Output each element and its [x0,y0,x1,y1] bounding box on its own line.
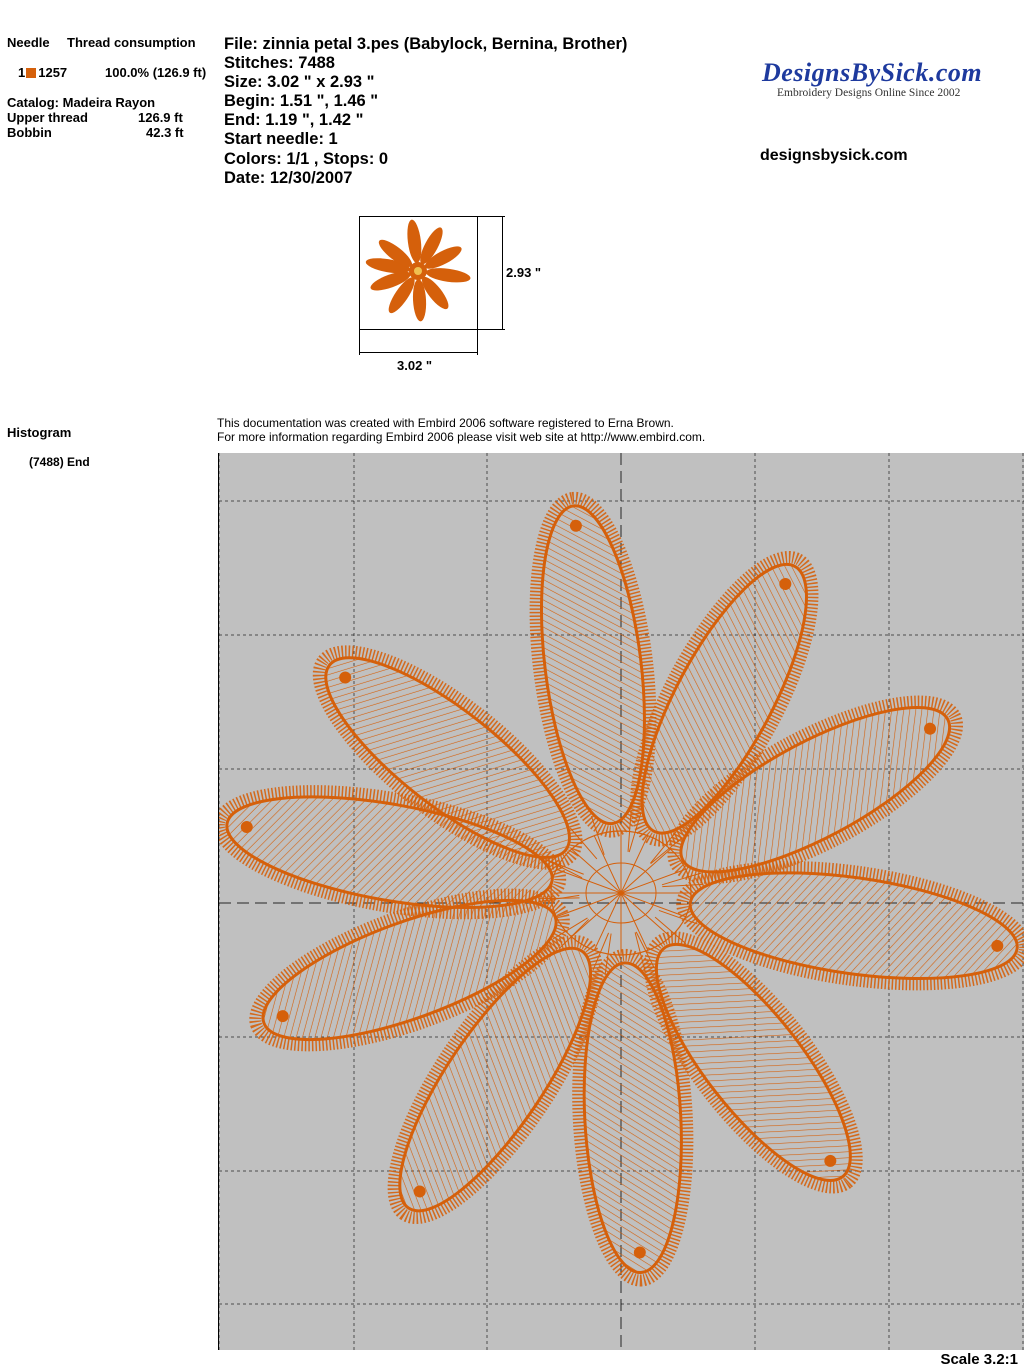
bobbin-value: 42.3 ft [146,125,184,140]
flower-center [551,831,691,955]
file-name: File: zinnia petal 3.pes (Babylock, Bernina, Brother) [224,35,628,53]
begin-point: Begin: 1.51 ", 1.46 " [224,92,379,111]
needle-header: Needle [7,35,50,50]
design-preview [219,453,1024,1350]
height-dim-label: 2.93 " [506,265,542,280]
thread-percent: 100.0% (126.9 ft) [105,65,207,80]
needle-number: 1 [18,65,26,80]
logo-tagline: Embroidery Designs Online Since 2002 [777,87,961,99]
histogram-entry: (7488) End [29,455,90,469]
width-dim-label: 3.02 " [397,358,433,373]
thread-consumption-header: Thread consumption [67,35,196,50]
stitch-count: Stitches: 7488 [224,54,335,73]
colors-stops: Colors: 1/1 , Stops: 0 [224,149,389,168]
upper-thread-value: 126.9 ft [138,110,183,125]
height-dim-line [502,216,503,330]
bobbin-label: Bobbin [7,125,52,140]
end-point: End: 1.19 ", 1.42 " [224,111,364,130]
height-dim-bottom-tick [478,329,505,330]
histogram-title: Histogram [7,425,72,440]
flower-thumbnail-image [360,217,477,329]
thread-color-swatch [26,68,36,78]
scale-label: Scale 3.2:1 [940,1351,1018,1368]
height-dim-top-tick [478,216,505,217]
design-date: Date: 12/30/2007 [224,168,353,187]
needle-color-code: 1257 [38,65,68,80]
needle-row [18,65,67,80]
website-url: designsbysick.com [760,147,908,164]
catalog-label: Catalog: Madeira Rayon [7,95,156,110]
upper-thread-label: Upper thread [7,110,88,125]
design-size: Size: 3.02 " x 2.93 " [224,73,375,92]
design-thumbnail [359,216,478,330]
notice-line-1: This documentation was created with Embird 2006 software registered to Erna Brown. [217,416,674,430]
width-dim-line [359,352,478,353]
design-info [224,35,627,188]
designsbysick-logo: DesignsBySick.com [762,58,983,87]
notice-line-2: For more information regarding Embird 2006 please visit web site at http://www.embird.com. [217,430,706,444]
start-needle: Start needle: 1 [224,130,338,149]
software-notice [217,416,705,444]
design-canvas [218,453,1024,1350]
